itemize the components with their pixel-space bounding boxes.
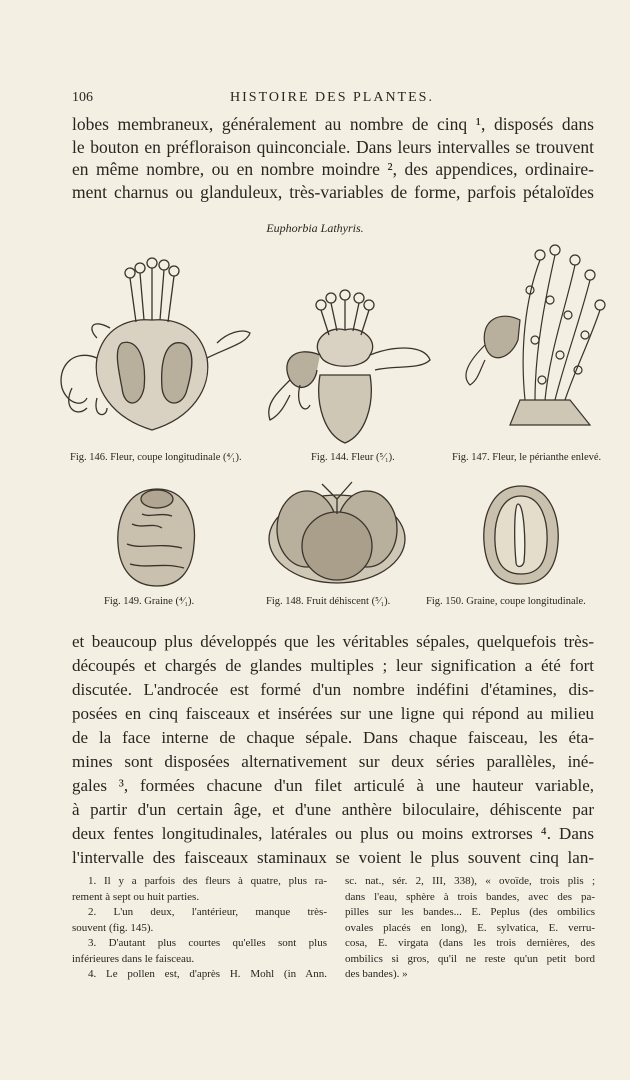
dehiscent-fruit-icon [262,474,412,586]
text-line: le bouton en préfloraison quinconciale. Dans leurs intervalles se trouvent [72,136,594,157]
seed-icon [112,484,202,589]
text-line: l'intervalle des faisceaux staminaux se voient le plus souvent cinq lan- [72,848,594,867]
footnote-line: rement à sept ou huit parties. [72,890,200,903]
figure-caption: Fig. 150. Graine, coupe longitudinale. [426,596,586,607]
footnote-line: cosa, E. virgata (dans les trois dernières, des [345,937,595,949]
footnote-line: 2. L'un deux, l'antérieur, manque très- [88,906,327,918]
text-line: gales ³, formées chacune d'un filet articulé à une hauteur variable, [72,776,594,795]
figure-caption: Fig. 147. Fleur, le périanthe enlevé. [452,452,602,463]
figure-caption: Fig. 146. Fleur, coupe longitudinale (⁴⁄₁). [70,452,242,463]
footnote-line: 3. D'autant plus courtes qu'elles sont plus [88,937,327,949]
footnote-line: inférieures dans le faisceau. [72,952,195,965]
running-title: HISTOIRE DES PLANTES. [230,90,434,105]
footnote-line: ombilics si gros, qu'il ne reste qu'un petit bord [345,952,595,965]
text-line: ment charnus ou glanduleux, très-variables de forme, parfois pétaloïdes [72,181,594,202]
footnote-line: pilles sur les bandes... E. Peplus (des ombilics [345,906,595,918]
footnote-line: dans l'eau, sphère à trois bandes, avec des pa- [345,890,595,903]
page-number: 106 [72,90,93,105]
text-line: découpés et chargés de glandes multiples ; leur signification a été fort [72,656,594,675]
footnote-line: ovales placés en long), E. sylvatica, E. verru- [345,921,595,934]
plate-caption: Euphorbia Lathyris. [266,221,364,235]
text-line: en même nombre, ou en nombre moindre ², des appendices, ordinaire- [72,159,594,179]
footnotes-right [345,874,595,983]
figure-caption: Fig. 144. Fleur (⁵⁄₁). [311,452,395,463]
top-paragraph [72,113,594,203]
figure-caption: Fig. 148. Fruit déhiscent (⁵⁄₁). [266,596,391,607]
text-line: posées en cinq faisceaux et insérées sur une ligne qui répond au milieu [72,704,594,723]
text-line: deux fentes longitudinales, latérales ou plus ou moins extrorses ⁴. Dans [72,824,594,843]
footnote-line: sc. nat., sér. 2, III, 338), « ovoïde, trois plis ; [345,875,595,887]
text-line: de la face interne de chaque sépale. Dans chaque faisceau, les éta- [72,728,594,747]
seed-longitudinal-section-icon [480,482,562,588]
flower-longitudinal-section-icon [52,248,252,433]
running-head [72,90,592,110]
flower-perianth-removed-icon [450,240,610,430]
text-line: discutée. L'androcée est formé d'un nombre indéfini d'étamines, dis- [72,680,594,699]
footnotes-left [72,874,327,983]
footnote-line: des bandes). » [345,968,408,980]
text-line: à partir d'un certain âge, et d'une anthère biloculaire, déhiscente par [72,800,594,819]
main-paragraph [72,630,594,870]
footnote-line: 4. Le pollen est, d'après H. Mohl (in Ann. [88,968,327,980]
flower-whole-icon [255,285,435,445]
figure-caption: Fig. 149. Graine (⁴⁄₁). [104,596,195,607]
text-line: et beaucoup plus développés que les véritables sépales, quelquefois très- [72,632,594,651]
footnote-line: souvent (fig. 145). [72,921,154,934]
text-line: mines sont disposées alternativement sur deux séries parallèles, iné- [72,752,594,771]
text-line: lobes membraneux, généralement au nombre de cinq ¹, disposés dans [72,114,594,134]
footnote-line: 1. Il y a parfois des fleurs à quatre, plus ra- [88,875,327,887]
